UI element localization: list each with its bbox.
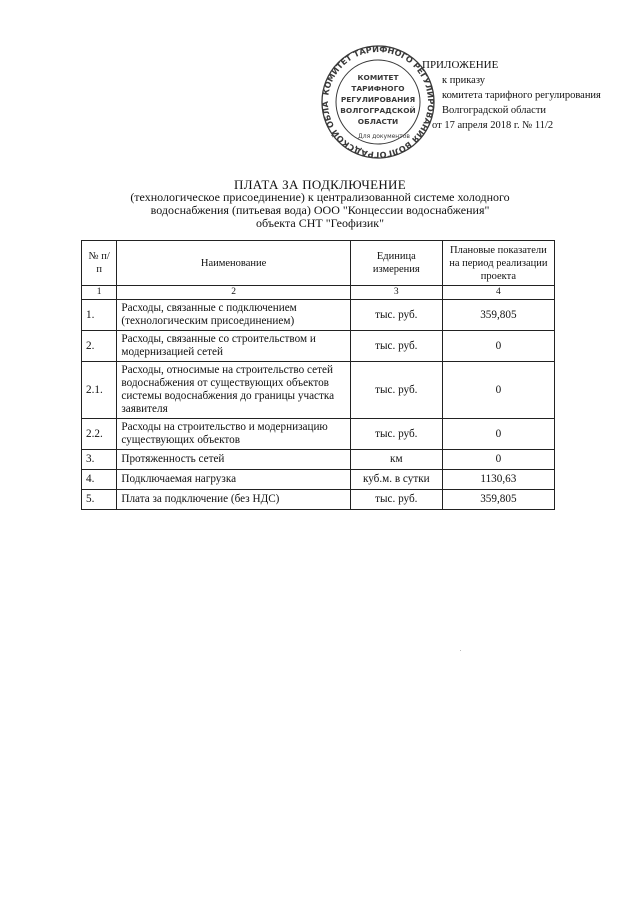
seal-outer-text: КОМИТЕТ ТАРИФНОГО РЕГУЛИРОВАНИЯ ВОЛГОГРАДСКОЙ ОБЛА: [319, 43, 437, 161]
table-row: [82, 419, 555, 450]
seal-bottom-text: Для документов: [358, 133, 410, 140]
table-header-row: [82, 241, 555, 286]
table-row: [82, 362, 555, 419]
row-num: 5.: [82, 490, 117, 510]
row-num: 2.: [82, 331, 117, 362]
row-num: 2.2.: [82, 419, 117, 450]
column-number: 3: [350, 286, 442, 300]
table-row: [82, 331, 555, 362]
column-number: 1: [82, 286, 117, 300]
row-num: 1.: [82, 300, 117, 331]
table-row: [82, 450, 555, 470]
appendix-block: [400, 58, 640, 133]
row-unit: км: [350, 450, 442, 470]
row-num: 4.: [82, 470, 117, 490]
seal-line: КОМИТЕТ: [357, 73, 399, 82]
row-name: Расходы, связанные со строительством и модернизацией сетей: [117, 331, 350, 362]
row-unit: тыс. руб.: [350, 300, 442, 331]
row-value: 0: [442, 419, 554, 450]
heading-line: (технологическое присоединение) к централизованной системе холодного: [130, 190, 510, 204]
appendix-line: к приказу: [442, 75, 485, 86]
row-value: 0: [442, 331, 554, 362]
row-unit: тыс. руб.: [350, 362, 442, 419]
row-value: 0: [442, 450, 554, 470]
row-value: 359,805: [442, 300, 554, 331]
row-num: 2.1.: [82, 362, 117, 419]
table-row: [82, 470, 555, 490]
seal-line: РЕГУЛИРОВАНИЯ: [340, 95, 416, 104]
seal-line: ОБЛАСТИ: [357, 117, 399, 126]
row-name: Расходы на строительство и модернизацию существующих объектов: [117, 419, 350, 450]
table-row: [82, 300, 555, 331]
row-value: 359,805: [442, 490, 554, 510]
header-plan: Плановые показатели на период реализации проекта: [442, 241, 554, 286]
appendix-line: комитета тарифного регулирования: [442, 90, 601, 101]
header-unit: Единица измерения: [350, 241, 442, 286]
appendix-line: Волгоградской области: [442, 105, 547, 116]
column-number: 4: [442, 286, 554, 300]
row-value: 1130,63: [442, 470, 554, 490]
document-heading: [60, 178, 580, 230]
row-name: Протяженность сетей: [117, 450, 350, 470]
table-row: [82, 490, 555, 510]
header-name: Наименование: [117, 241, 350, 286]
heading-line: водоснабжения (питьевая вода) ООО "Концессии водоснабжения": [150, 203, 490, 217]
row-value: 0: [442, 362, 554, 419]
header-num: № п/п: [82, 241, 117, 286]
row-name: Расходы, связанные с подключением (технологическим присоединением): [117, 300, 350, 331]
document-title: ПЛАТА ЗА ПОДКЛЮЧЕНИЕ: [234, 177, 406, 192]
appendix-title: ПРИЛОЖЕНИЕ: [422, 59, 499, 71]
row-name: Плата за подключение (без НДС): [117, 490, 350, 510]
row-unit: куб.м. в сутки: [350, 470, 442, 490]
seal-line: ВОЛГОГРАДСКОЙ: [340, 106, 416, 115]
row-name: Подключаемая нагрузка: [117, 470, 350, 490]
column-number-row: [82, 286, 555, 300]
row-num: 3.: [82, 450, 117, 470]
appendix-line: от 17 апреля 2018 г. № 11/2: [432, 120, 554, 131]
tariff-table: [81, 240, 555, 510]
row-unit: тыс. руб.: [350, 490, 442, 510]
seal-line: ТАРИФНОГО: [351, 84, 405, 93]
column-number: 2: [117, 286, 350, 300]
row-name: Расходы, относимые на строительство сетей водоснабжения от существующих объектов системы водоснабжения до границы участка заявителя: [117, 362, 350, 419]
row-unit: тыс. руб.: [350, 331, 442, 362]
heading-line: объекта СНТ "Геофизик": [255, 216, 385, 230]
row-unit: тыс. руб.: [350, 419, 442, 450]
scan-speck: [460, 650, 461, 651]
